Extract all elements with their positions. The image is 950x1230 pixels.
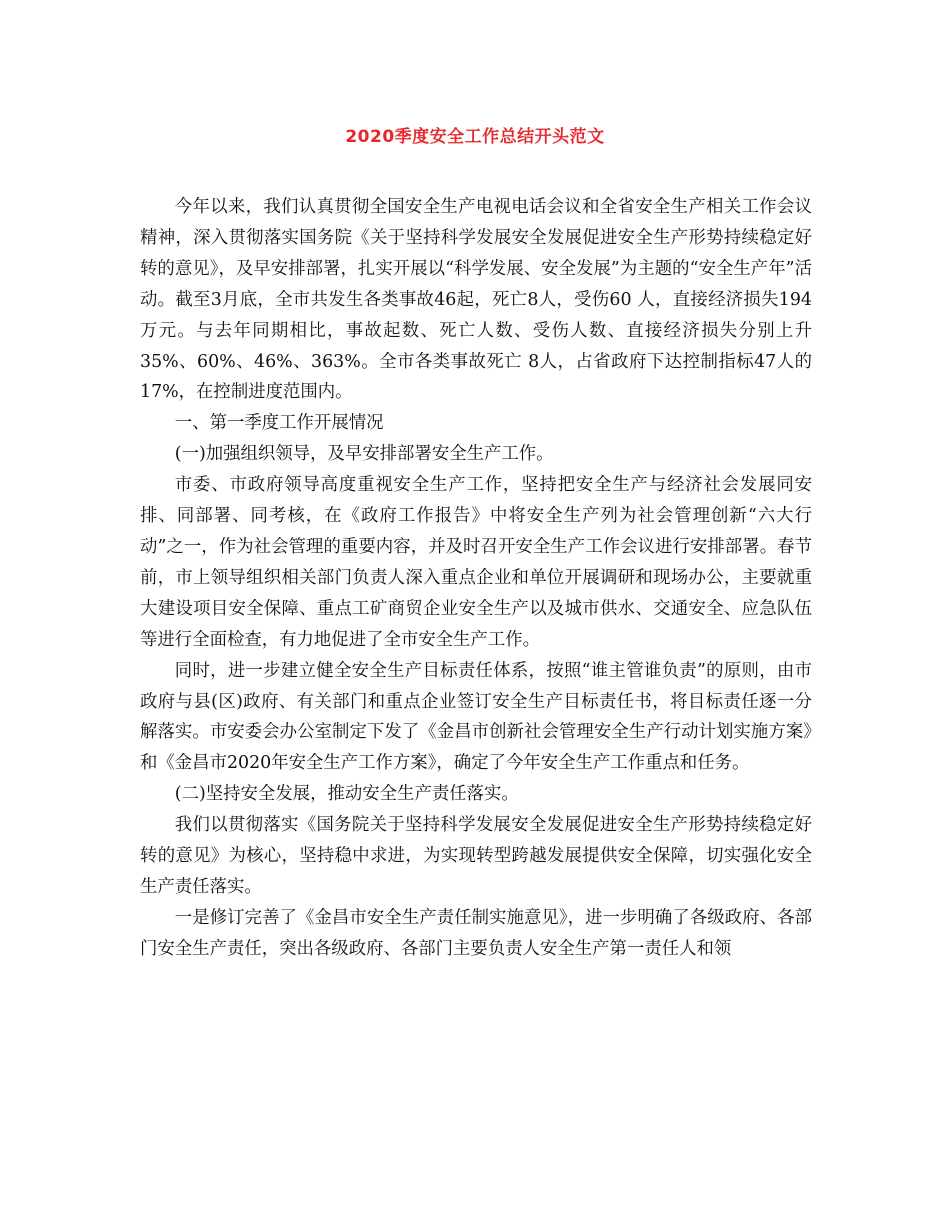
paragraph-implementation: 我们以贯彻落实《国务院关于坚持科学发展安全发展促进安全生产形势持续稳定好转的意见》为核心，坚持稳中求进，为实现转型跨越发展提供安全保障，切实强化安全生产责任落实。 [140,815,812,897]
paragraph-intro: 今年以来，我们认真贯彻全国安全生产电视电话会议和全省安全生产相关工作会议精神，深入贯彻落实国务院《关于坚持科学发展安全发展促进安全生产形势持续稳定好转的意见》，及早安排部署，扎实开展以“科学发展、安全发展”为主题的“安全生产年”活动。截至3月底，全市共发生各类事故46起，死亡8人，受伤60 人，直接经济损失194万元。与去年同期相比，事故起数、死亡人数、受伤人数、直接经济损失分别上升35%、60%、46%、363%。全市各类事故死亡 8人，占省政府下达控制指标47人的17%，在控制进度范围内。 [140,197,812,403]
subsection-heading-2: (二)坚持安全发展，推动安全生产责任落实。 [174,784,519,805]
section-heading-1: 一、第一季度工作开展情况 [174,413,384,434]
subsection-heading-1: (一)加强组织领导，及早安排部署安全生产工作。 [174,444,554,465]
paragraph-responsibility-system: 同时，进一步建立健全安全生产目标责任体系，按照“谁主管谁负责”的原则，由市政府与县(区)政府、有关部门和重点企业签订安全生产目标责任书，将目标责任逐一分解落实。市安委会办公室制定下发了《金昌市创新社会管理安全生产行动计划实施方案》和《金昌市2020年安全生产工作方案》，确定了今年安全生产工作重点和任务。 [140,660,812,774]
paragraph-first-measure: 一是修订完善了《金昌市安全生产责任制实施意见》，进一步明确了各级政府、各部门安全生产责任，突出各级政府、各部门主要负责人安全生产第一责任人和领 [140,907,812,959]
document-title: 2020季度安全工作总结开头范文 [345,127,605,147]
document-body [140,192,812,965]
paragraph-leadership: 市委、市政府领导高度重视安全生产工作，坚持把安全生产与经济社会发展同安排、同部署、同考核，在《政府工作报告》中将安全生产列为社会管理创新“六大行动”之一，作为社会管理的重要内容，并及时召开安全生产工作会议进行安排部署。春节前，市上领导组织相关部门负责人深入重点企业和单位开展调研和现场办公，主要就重大建设项目安全保障、重点工矿商贸企业安全生产以及城市供水、交通安全、应急队伍等进行全面检查，有力地促进了全市安全生产工作。 [140,475,812,650]
